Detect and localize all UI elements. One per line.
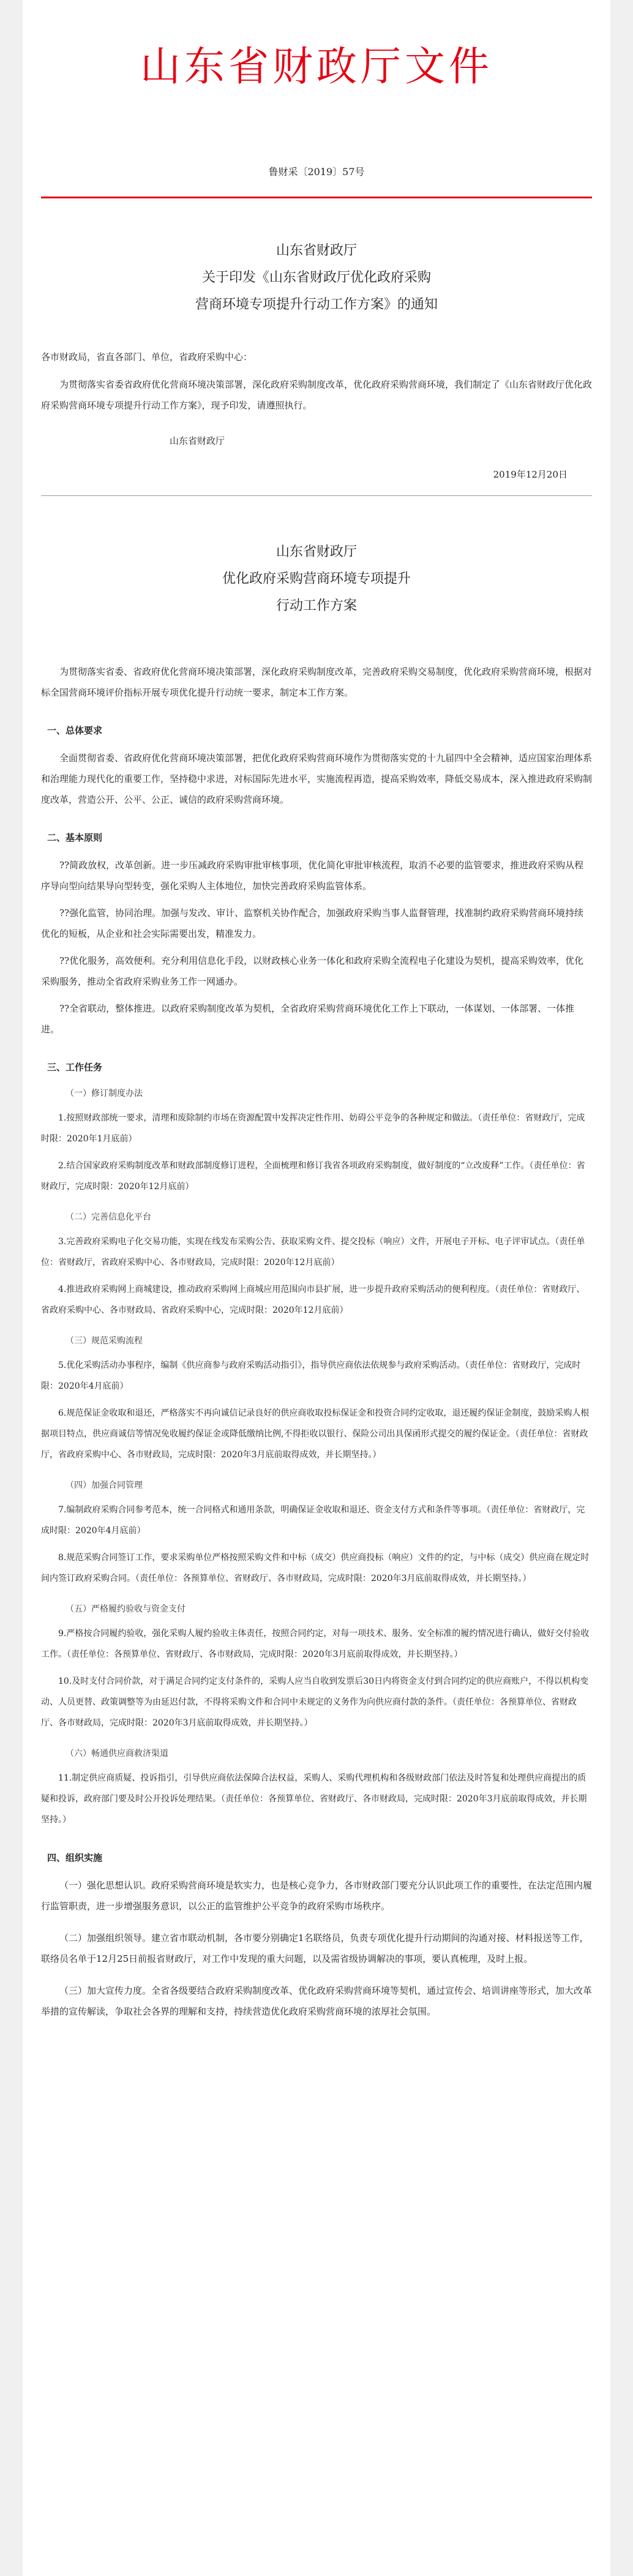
document-page (23, 0, 610, 2576)
plan-intro: 为贯彻落实省委、省政府优化营商环境决策部署，深化政府采购制度改革，完善政府采购交易制度，优化政府采购营商环境，根据对标全国营商环境评价指标开展专项优化提升行动统一要求，制定本工作方案。 (41, 666, 593, 698)
section-paragraph: 全面贯彻省委、省政府优化营商环境决策部署，把优化政府采购营商环境作为贯彻落实党的十九届四中全会精神，适应国家治理体系和治理能力现代化的重要工作，坚持稳中求进，对标国际先进水平，实施流程再造，提高采购效率，降低交易成本，深入推进政府采购制度改革，营造公开、公平、公正、诚信的政府采购营商环境。 (41, 753, 593, 805)
section-paragraph: （二）加强组织领导。建立省市联动机制，各市要分别确定1名联络员，负责专项优化提升行动期间的沟通对接、材料报送等工作，联络员名单于12月25日前报省财政厅，对工作中发现的重大问题，以及需省级协调解决的事项，要认真梳理，及时上报。 (41, 1932, 589, 1964)
red-divider (41, 197, 592, 198)
document-header-title: 山东省财政厅文件 (140, 43, 493, 90)
notice-issuer: 山东省财政厅 (170, 435, 225, 446)
plan-title-line: 优化政府采购营商环境专项提升 (222, 571, 411, 587)
subsection-heading: （四）加强合同管理 (66, 1481, 143, 1490)
section-paragraph: ??简政放权，改革创新。进一步压减政府采购审批审核事项，优化简化审批审核流程，取消不必要的监管要求，推进政府采购从程序导向型向结果导向型转变，强化采购人主体地位，加快完善政府采购监管体系。 (41, 860, 584, 892)
notice-recipient: 各市财政局，省直各部门、单位，省政府采购中心： (41, 351, 253, 362)
section-paragraph: （一）强化思想认识。政府采购营商环境是软实力，也是核心竞争力，各市财政部门要充分认识此项工作的重要性，在法定范围内履行监管职责，进一步增强服务意识，以公正的监管维护公平竞争的政府采购市场秩序。 (41, 1880, 593, 1912)
task-item: 3.完善政府采购电子化交易功能，实现在线发布采购公告、获取采购文件、提交投标（响应）文件，开展电子开标、电子评审试点。（责任单位：省财政厅，省政府采购中心、各市财政局，完成时限：2020年12月底前） (41, 1237, 585, 1267)
task-item: 2.结合国家政府采购制度改革和财政部制度修订进程，全面梳理和修订我省各项政府采购制度，做好制度的“立改废释”工作。（责任单位：省财政厅，完成时限：2020年12月底前） (41, 1161, 585, 1192)
subsection-heading: （六）畅通供应商救济渠道 (66, 1749, 168, 1759)
task-item: 1.按照财政部统一要求，清理和废除制约市场在资源配置中发挥决定性作用、妨碍公平竞争的各种规定和做法。（责任单位：省财政厅，完成时限：2020年1月底前） (41, 1113, 585, 1144)
subsection-heading: （三）规范采购流程 (66, 1336, 143, 1346)
subsection-heading: （一）修订制度办法 (66, 1089, 143, 1098)
document-number: 鲁财采〔2019〕57号 (268, 166, 365, 178)
plan-title (41, 539, 592, 620)
notice-title-line: 营商环境专项提升行动工作方案》的通知 (195, 297, 438, 312)
task-item: 8.规范采购合同签订工作，要求采购单位严格按照采购文件和中标（成交）供应商投标（响应）文件的约定，与中标（成交）供应商在规定时间内签订政府采购合同。（责任单位：各预算单位、省财政厅、各市财政局，完成时限：2020年3月底前取得成效，并长期坚持。） (41, 1553, 590, 1583)
task-item: 11.制定供应商质疑、投诉指引，引导供应商依法保障合法权益，采购人、采购代理机构和各级财政部门依法及时答复和处理供应商提出的质疑和投诉，政府部门要及时公开投诉处理结果。（责任单位：各预算单位、省财政厅、各市财政局，完成时限：2020年3月底前取得成效，并长期坚持。） (41, 1773, 587, 1825)
subsection-heading: （五）严格履约验收与资金支付 (66, 1604, 185, 1614)
section-heading: 一、总体要求 (47, 725, 103, 736)
gray-divider (41, 495, 592, 496)
section-paragraph: ??强化监管，协同治理。加强与发改、审计、监察机关协作配合，加强政府采购当事人监督管理，找准制约政府采购营商环境持续优化的短板，从企业和社会实际需要出发，精准发力。 (41, 907, 584, 939)
section-heading: 二、基本原则 (47, 832, 103, 843)
notice-body: 为贯彻落实省委省政府优化营商环境决策部署，深化政府采购制度改革，优化政府采购营商环境，我们制定了《山东省财政厅优化政府采购营商环境专项提升行动工作方案》，现予印发，请遵照执行。 (41, 379, 593, 411)
task-item: 10.及时支付合同价款，对于满足合同约定支付条件的，采购人应当自收到发票后30日内将资金支付到合同约定的供应商账户，不得以机构变动、人员更替、政策调整等为由延迟付款，不得将采购文件和合同中未规定的义务作为向供应商付款的条件。（责任单位：各预算单位、省财政厅、各市财政局，完成时限：2020年3月底前取得成效，并长期坚持。） (41, 1677, 589, 1728)
subsection-heading: （二）完善信息化平台 (66, 1212, 151, 1222)
section-paragraph: （三）加大宣传力度。全省各级要结合政府采购制度改革、优化政府采购营商环境等契机，通过宣传会、培训讲座等形式，加大改革举措的宣传解读，争取社会各界的理解和支持，持续营造优化政府采购营商环境的浓厚社会氛围。 (41, 1985, 593, 2017)
plan-title-line: 山东省财政厅 (275, 544, 357, 560)
notice-title (41, 238, 592, 318)
task-item: 5.优化采购活动办事程序，编制《供应商参与政府采购活动指引》，指导供应商依法依规参与政府采购活动。（责任单位：省财政厅，完成时限：2020年4月底前） (41, 1361, 581, 1391)
plan-title-line: 行动工作方案 (275, 598, 357, 614)
task-item: 4.推进政府采购网上商城建设，推动政府采购网上商城应用范围向市县扩展，进一步提升政府采购活动的便利程度。（责任单位：省财政厅、省政府采购中心、各市财政局、省政府采购中心，完成时限：2020年12月底前） (41, 1285, 585, 1315)
notice-date: 2019年12月20日 (493, 469, 567, 480)
task-item: 6.规范保证金收取和退还，严格落实不再向诚信记录良好的供应商收取投标保证金和投资合同约定收取，退还履约保证金制度，鼓励采购人根据项目特点，供应商诚信等情况免收履约保证金或降低缴纳比例,不得拒收以银行、保险公司出具保函形式提交的履约保证金。（责任单位：省财政厅，省政府采购中心、各市财政局，完成时限：2020年3月底前取得成效，并长期坚持。） (41, 1408, 590, 1460)
notice-title-line: 关于印发《山东省财政厅优化政府采购 (201, 270, 431, 285)
task-item: 7.编制政府采购合同参考范本，统一合同格式和通用条款，明确保证金收取和退还、资金支付方式和条件等事项。（责任单位：省财政厅，完成时限：2020年4月底前） (41, 1505, 585, 1536)
section-heading: 四、组织实施 (47, 1852, 103, 1863)
section-heading: 三、工作任务 (47, 1062, 103, 1073)
notice-title-line: 山东省财政厅 (275, 243, 357, 258)
section-paragraph: ??全省联动，整体推进。以政府采购制度改革为契机，全省政府采购营商环境优化工作上下联动，一体谋划、一体部署、一体推进。 (41, 1003, 575, 1035)
task-item: 9.严格按合同履约验收，强化采购人履约验收主体责任，按照合同约定，对每一项技术、服务、安全标准的履约情况进行确认，做好交付验收工作。（责任单位：各预算单位、省财政厅、各市财政局，完成时限：2020年3月底前取得成效，并长期坚持。） (41, 1629, 590, 1659)
section-paragraph: ??优化服务，高效便利。充分利用信息化手段，以财政核心业务一体化和政府采购全流程电子化建设为契机，提高采购效率，优化采购服务，推动全省政府采购业务工作一网通办。 (41, 955, 584, 987)
